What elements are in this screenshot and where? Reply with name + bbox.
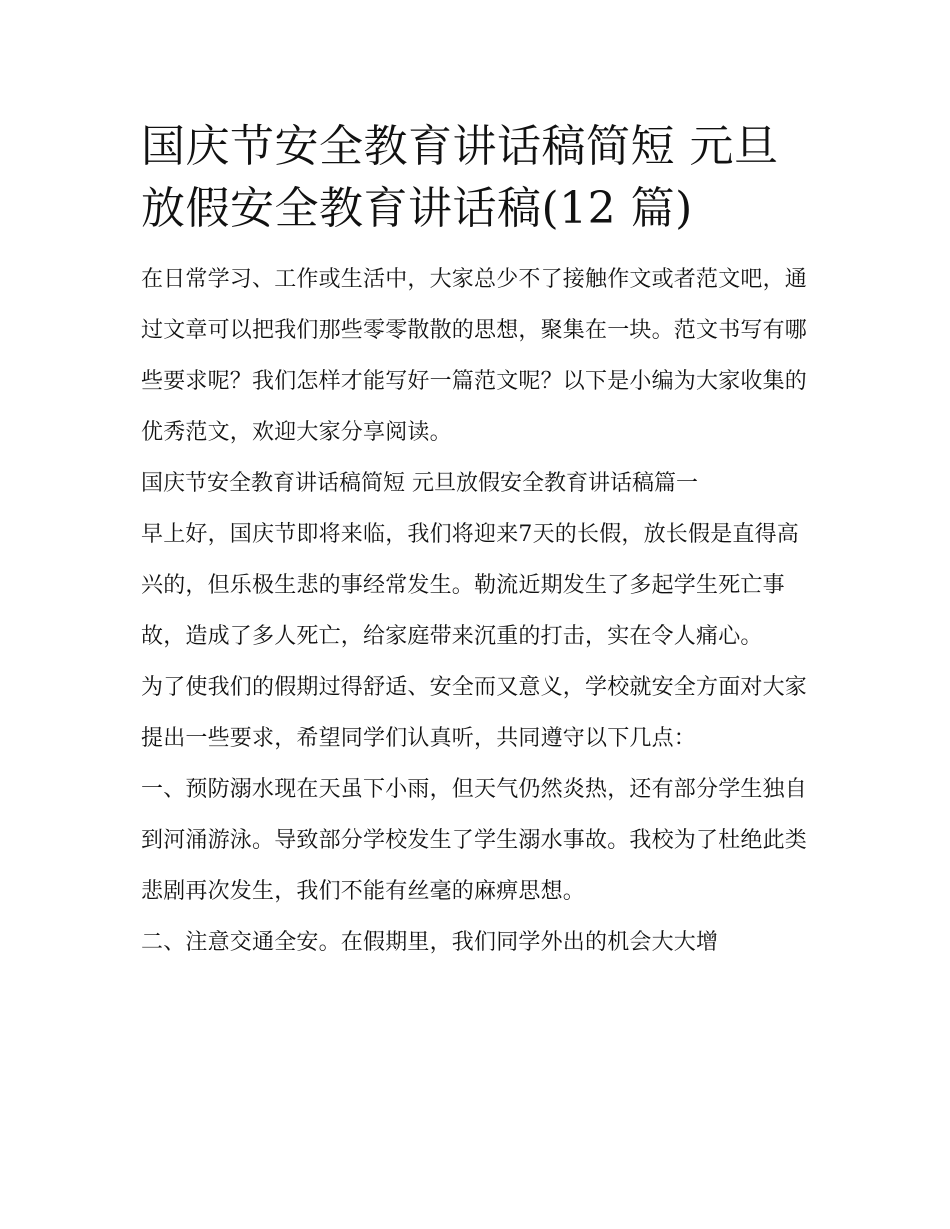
body-paragraph: 早上好，国庆节即将来临，我们将迎来7天的长假，放长假是直得高兴的，但乐极生悲的事经常发生。勒流近期发生了多起学生死亡事故，造成了多人死亡，给家庭带来沉重的打击，实在令人痛心。 xyxy=(141,522,799,649)
document-page xyxy=(141,116,815,968)
body-paragraph: 一、预防溺水现在天虽下小雨，但天气仍然炎热，还有部分学生独自到河涌游泳。导致部分学校发生了学生溺水事故。我校为了杜绝此类悲剧再次发生，我们不能有丝毫的麻痹思想。 xyxy=(141,777,808,904)
body-paragraph: 二、注意交通全安。在假期里，我们同学外出的机会大大增 xyxy=(141,930,719,955)
intro-paragraph: 在日常学习、工作或生活中，大家总少不了接触作文或者范文吧，通过文章可以把我们那些零零散散的思想，聚集在一块。范文书写有哪些要求呢？我们怎样才能写好一篇范文呢？以下是小编为大家收集的优秀范文，欢迎大家分享阅读。 xyxy=(141,267,808,445)
document-title: 国庆节安全教育讲话稿简短 元旦放假安全教育讲话稿(12 篇) xyxy=(141,121,779,234)
section-heading: 国庆节安全教育讲话稿简短 元旦放假安全教育讲话稿篇一 xyxy=(141,471,698,496)
body-paragraph: 为了使我们的假期过得舒适、安全而又意义，学校就安全方面对大家提出一些要求，希望同学们认真听，共同遵守以下几点： xyxy=(141,675,808,751)
